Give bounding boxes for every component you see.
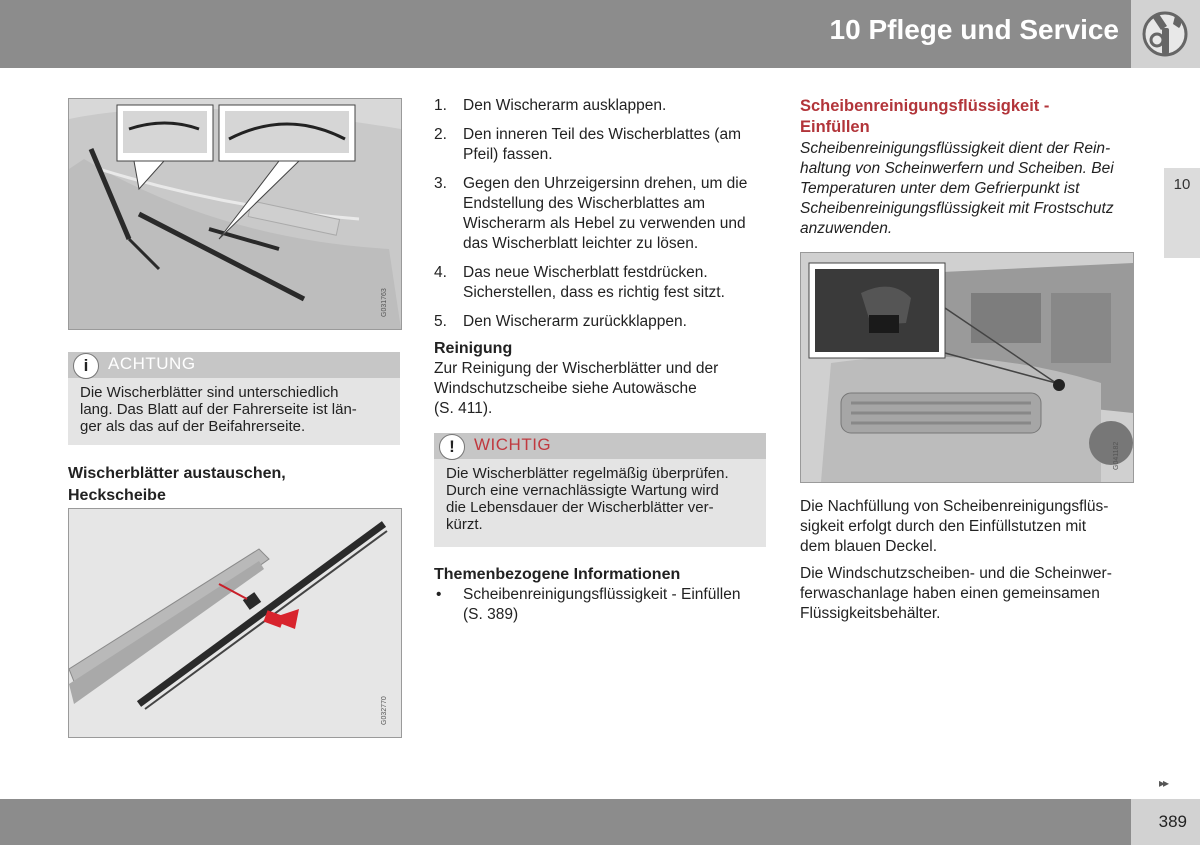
step-number: 1. xyxy=(434,97,447,114)
step-number: 2. xyxy=(434,126,447,143)
reinigung-heading: Reinigung xyxy=(434,340,513,357)
related-info-section xyxy=(434,564,766,625)
washer-fluid-para1 xyxy=(800,497,1140,557)
exclamation-icon: ! xyxy=(439,434,465,460)
info-icon: i xyxy=(73,353,99,379)
related-link[interactable] xyxy=(434,585,766,625)
intro-line: haltung von Scheinwerfern und Scheiben. Bei xyxy=(800,160,1114,177)
chapter-tab-number: 10 xyxy=(1173,176,1191,193)
footer-bar xyxy=(0,799,1131,845)
figure-code: G041182 xyxy=(1113,441,1120,470)
wichtig-callout xyxy=(434,433,766,547)
list-item xyxy=(434,263,766,303)
bullet: • xyxy=(436,586,442,603)
step-text-line: Gegen den Uhrzeigersinn drehen, um die xyxy=(463,175,748,192)
intro-line: Scheibenreinigungsflüssigkeit mit Frostschutz xyxy=(800,200,1114,217)
wichtig-callout-body xyxy=(434,459,766,547)
step-text-line: das Wischerblatt leichter zu lösen. xyxy=(463,235,699,252)
step-number: 3. xyxy=(434,175,447,192)
text-line: Flüssigkeitsbehälter. xyxy=(800,605,941,622)
step-text-line: Den inneren Teil des Wischerblattes (am xyxy=(463,126,741,143)
intro-line: Temperaturen unter dem Gefrierpunkt ist xyxy=(800,180,1080,197)
text-line: Die Windschutzscheiben- und die Scheinwer- xyxy=(800,565,1112,582)
step-text-line: Endstellung des Wischerblattes am xyxy=(463,195,706,212)
step-text-line: Wischerarm als Hebel zu verwenden und xyxy=(463,215,746,232)
achtung-text-line: lang. Das Blatt auf der Fahrerseite ist län- xyxy=(80,401,357,418)
text-line: sigkeit erfolgt durch den Einfüllstutzen mit xyxy=(800,518,1087,535)
list-item xyxy=(434,125,766,165)
achtung-callout-body xyxy=(68,378,400,445)
list-item xyxy=(434,312,766,332)
heading-line: Einfüllen xyxy=(800,118,870,136)
achtung-callout xyxy=(68,352,400,445)
figure-rear-wiper xyxy=(68,508,402,738)
intro-line: anzuwenden. xyxy=(800,220,893,237)
figure-code: G031763 xyxy=(381,288,388,317)
wichtig-text-line: Durch eine vernachlässigte Wartung wird xyxy=(446,482,719,499)
wichtig-text-line: Die Wischerblätter regelmäßig überprüfen. xyxy=(446,465,729,482)
wiper-steps-list xyxy=(434,96,766,341)
step-text-line: Pfeil) fassen. xyxy=(463,146,553,163)
step-text-line: Das neue Wischerblatt festdrücken. xyxy=(463,264,708,281)
figure-washer-reservoir xyxy=(800,252,1134,483)
page-title: 10 Pflege und Service xyxy=(829,14,1119,45)
heading-line: Heckscheibe xyxy=(68,487,166,504)
wichtig-text-line: die Lebensdauer der Wischerblätter ver- xyxy=(446,499,714,516)
page-number: 389 xyxy=(1158,812,1187,831)
heading-line: Wischerblätter austauschen, xyxy=(68,465,286,482)
text-line: Die Nachfüllung von Scheibenreinigungsflüs- xyxy=(800,498,1109,515)
list-item xyxy=(434,174,766,254)
text-line: dem blauen Deckel. xyxy=(800,538,937,555)
achtung-text-line: Die Wischerblätter sind unterschiedlich xyxy=(80,384,339,401)
step-text-line: Sicherstellen, dass es richtig fest sitzt. xyxy=(463,284,725,301)
reinigung-text-line: Zur Reinigung der Wischerblätter und der xyxy=(434,360,719,377)
washer-fluid-heading xyxy=(800,96,1132,138)
intro-line: Scheibenreinigungsflüssigkeit dient der Rein- xyxy=(800,140,1111,157)
text-line: ferwaschanlage haben einen gemeinsamen xyxy=(800,585,1100,602)
list-item xyxy=(434,96,766,116)
related-info-heading: Themenbezogene Informationen xyxy=(434,566,681,583)
wrench-gear-icon xyxy=(1131,0,1200,68)
wichtig-callout-header xyxy=(434,433,766,459)
step-text-line: Den Wischerarm ausklappen. xyxy=(463,97,667,114)
reinigung-text-line: Windschutzscheibe siehe Autowäsche xyxy=(434,380,697,397)
continue-marker: ▸▸ xyxy=(1159,776,1168,790)
reinigung-text-line: (S. 411). xyxy=(434,400,493,417)
washer-fluid-intro xyxy=(800,139,1140,239)
related-link-line: (S. 389) xyxy=(463,606,519,623)
header-icon-box xyxy=(1131,0,1200,68)
figure-code: G032770 xyxy=(381,696,388,725)
wichtig-text-line: kürzt. xyxy=(446,516,483,533)
step-number: 4. xyxy=(434,264,447,281)
wichtig-label: WICHTIG xyxy=(474,435,552,454)
heading-line: Scheibenreinigungsflüssigkeit - xyxy=(800,97,1050,115)
achtung-label: ACHTUNG xyxy=(108,354,196,373)
step-text-line: Den Wischerarm zurückklappen. xyxy=(463,313,687,330)
achtung-text-line: ger als das auf der Beifahrerseite. xyxy=(80,418,306,435)
figure-windshield-wipers xyxy=(68,98,402,330)
related-link-line: Scheibenreinigungsflüssigkeit - Einfüllen xyxy=(463,586,741,603)
step-number: 5. xyxy=(434,313,447,330)
achtung-callout-header xyxy=(68,352,400,378)
reinigung-section xyxy=(434,338,766,419)
heading-rear-wiper xyxy=(68,463,400,506)
washer-fluid-para2 xyxy=(800,564,1140,624)
